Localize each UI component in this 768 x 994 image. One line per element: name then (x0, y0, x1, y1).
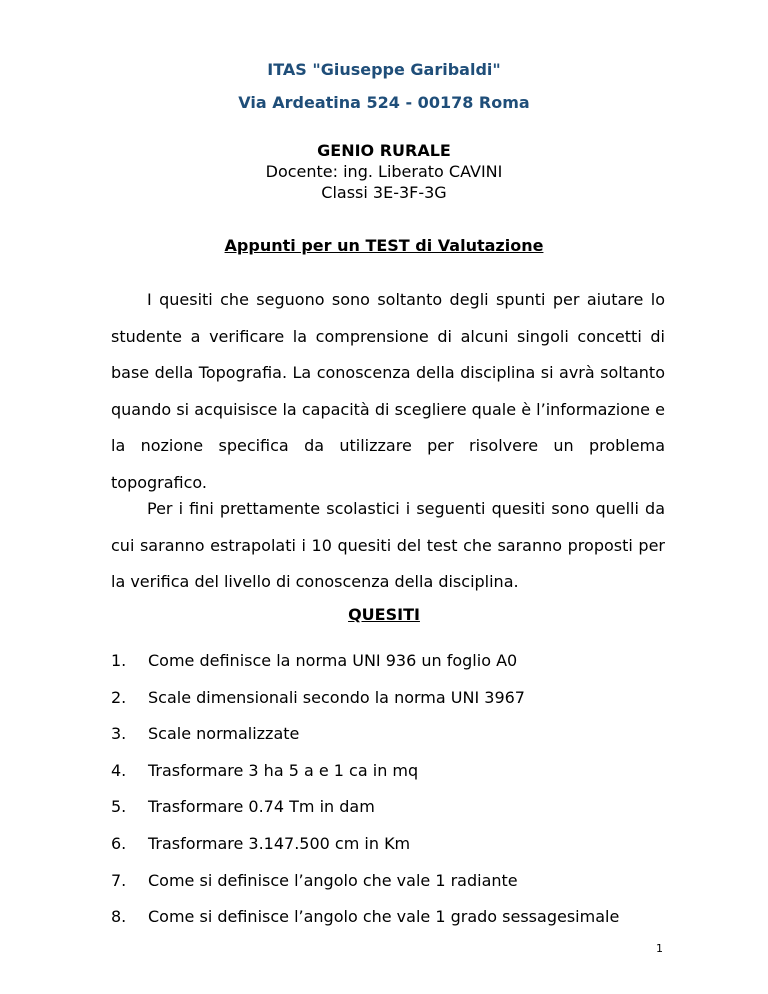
list-item (111, 651, 671, 688)
question-number: 2. (111, 687, 127, 707)
page-number: 1 (656, 942, 663, 955)
question-text: Trasformare 3 ha 5 a e 1 ca in mq (148, 760, 419, 780)
question-number: 8. (111, 907, 127, 927)
question-number: 5. (111, 797, 127, 817)
list-item (111, 834, 671, 871)
question-number: 4. (111, 760, 127, 780)
question-number: 6. (111, 833, 127, 853)
question-text: Come definisce la norma UNI 936 un foglio A0 (148, 651, 518, 670)
list-item (111, 797, 671, 834)
classes-line: Classi 3E-3F-3G (321, 183, 447, 202)
question-text: Come si definisce l’angolo che vale 1 radiante (148, 870, 518, 890)
section-title: QUESITI (348, 605, 420, 624)
school-address: Via Ardeatina 524 - 00178 Roma (238, 93, 530, 112)
list-item (111, 688, 671, 725)
list-item (111, 761, 671, 798)
intro-paragraph: I quesiti che seguono sono soltanto degli spunti per aiutare lo studente a verificare la comprensione di alcuni singoli concetti di base della Topografia. La conoscenza della disciplina si avrà soltanto quando si acquisisce la capacità di scegliere quale è l’informazione e la nozione specifica da utilizzare per risolvere un problema topografico. (111, 290, 665, 492)
question-text: Trasformare 3.147.500 cm in Km (148, 833, 411, 853)
teacher-line: Docente: ing. Liberato CAVINI (265, 162, 503, 181)
list-item (111, 724, 671, 761)
course-title: GENIO RURALE (317, 141, 451, 160)
document-title: Appunti per un TEST di Valutazione (224, 236, 544, 255)
list-item (111, 871, 671, 908)
question-text: Scale normalizzate (148, 724, 300, 744)
question-text: Trasformare 0.74 Tm in dam (148, 797, 375, 817)
question-list (111, 651, 671, 944)
question-number: 7. (111, 870, 127, 890)
question-number: 3. (111, 724, 127, 744)
list-item (111, 907, 671, 944)
purpose-paragraph: Per i fini prettamente scolastici i seguenti quesiti sono quelli da cui saranno estrapolati i 10 quesiti del test che saranno proposti per la verifica del livello di conoscenza della disciplina. (111, 499, 665, 591)
question-number: 1. (111, 651, 127, 670)
question-text: Scale dimensionali secondo la norma UNI 3967 (148, 687, 525, 707)
question-text: Come si definisce l’angolo che vale 1 grado sessagesimale (148, 907, 620, 927)
school-name: ITAS "Giuseppe Garibaldi" (267, 60, 501, 79)
